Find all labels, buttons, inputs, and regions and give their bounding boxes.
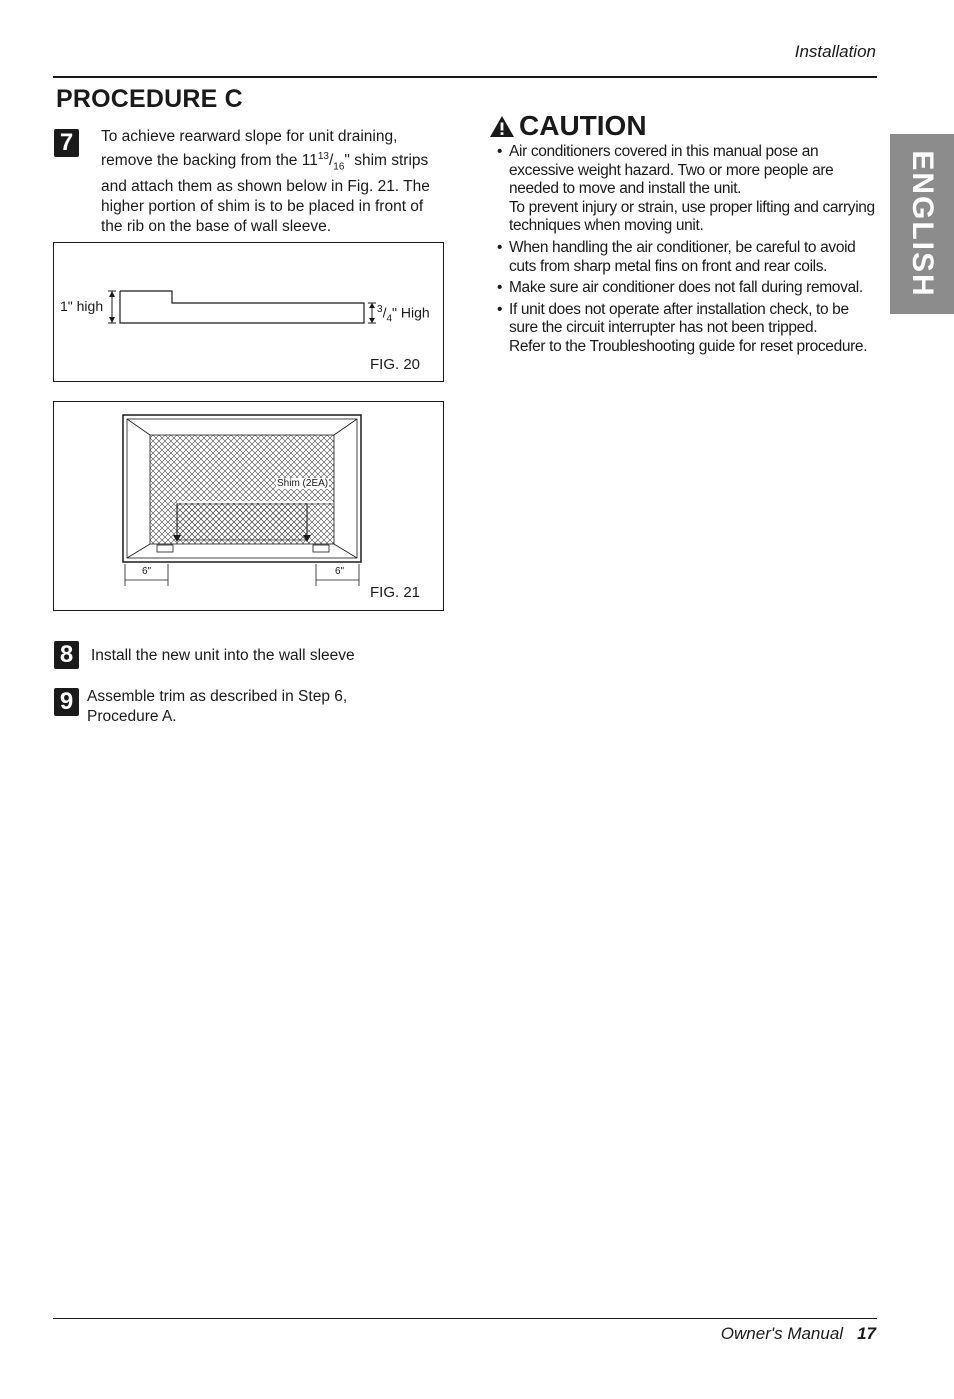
- caution-heading: [489, 110, 647, 142]
- left-height-label: 1" high: [60, 298, 104, 314]
- left-dimension-label: 6": [142, 566, 152, 577]
- step-9-badge: 9: [54, 688, 79, 716]
- right-height-numerator: 3: [377, 304, 383, 315]
- footer-title: Owner's Manual: [720, 1324, 844, 1343]
- caution-title: CAUTION: [519, 110, 647, 141]
- caution-item: • Make sure air conditioner does not fall during removal.: [497, 279, 863, 297]
- page-number: 17: [857, 1324, 876, 1343]
- fig-20-caption: FIG. 20: [370, 356, 421, 373]
- caution-item: • When handling the air conditioner, be careful to avoid cuts from sharp metal fins on front and rear coils.: [497, 238, 856, 275]
- caution-list: [497, 143, 877, 360]
- caution-item-text: Air conditioners covered in this manual pose an excessive weight hazard. Two or more people are needed to move and install the unit.: [509, 143, 834, 198]
- caution-item-text: Refer to the Troubleshooting guide for reset procedure.: [509, 337, 868, 355]
- right-height-denominator: 4: [386, 313, 393, 325]
- warning-triangle-icon: [489, 115, 515, 138]
- step-8-badge: 8: [54, 641, 79, 669]
- header-rule: [53, 76, 877, 78]
- caution-item-text: Make sure air conditioner does not fall during removal.: [509, 279, 863, 297]
- figure-20: [53, 242, 444, 382]
- procedure-title: PROCEDURE C: [56, 85, 243, 113]
- footer: [721, 1324, 876, 1344]
- caution-item-text: When handling the air conditioner, be careful to avoid cuts from sharp metal fins on front and rear coils.: [509, 238, 856, 275]
- step-9-text: Assemble trim as described in Step 6, Procedure A.: [87, 688, 348, 725]
- step-7-text-b: " shim strips and attach them as shown below in Fig. 21. The higher portion of shim is to be placed in front of the rib on the base of wall sleeve.: [101, 152, 430, 236]
- wall-sleeve-diagram: [54, 402, 443, 610]
- step-8-text: Install the new unit into the wall sleeve: [91, 647, 355, 664]
- step-7-text-a: To achieve rearward slope for unit draining, remove the backing from the 11: [101, 128, 398, 170]
- figure-21: [53, 401, 444, 611]
- footer-rule: [53, 1318, 877, 1319]
- right-dimension-label: 6": [335, 566, 345, 577]
- caution-item-text: To prevent injury or strain, use proper lifting and carrying techniques when moving unit.: [509, 198, 875, 235]
- right-height-label: $^3/_4$" High: [377, 304, 430, 325]
- caution-item: • Air conditioners covered in this manual pose an excessive weight hazard. Two or more people are needed to move and install the unit. To prevent injury or strain, use proper lifting and carrying techniques when moving unit.: [497, 143, 875, 235]
- step-7-text: [101, 127, 446, 237]
- step-7-fraction-denominator: 16: [333, 161, 345, 173]
- language-tab-label: ENGLISH: [906, 150, 939, 298]
- language-tab: [890, 134, 954, 314]
- step-7-fraction-slash: /: [328, 152, 334, 170]
- shim-label: Shim (2EA): [277, 478, 329, 489]
- caution-item: • If unit does not operate after installation check, to be sure the circuit interrupter has not been tripped. Refer to the Troubleshooting guide for reset procedure.: [497, 300, 868, 355]
- header-section-title: Installation: [794, 42, 876, 61]
- caution-item-text: If unit does not operate after installation check, to be sure the circuit interrupter has not been tripped.: [509, 300, 849, 337]
- step-7-fraction-numerator: 13: [317, 151, 329, 162]
- right-height-unit: " High: [392, 304, 430, 321]
- fig-21-caption: FIG. 21: [370, 584, 421, 601]
- step-7-badge: 7: [54, 129, 79, 157]
